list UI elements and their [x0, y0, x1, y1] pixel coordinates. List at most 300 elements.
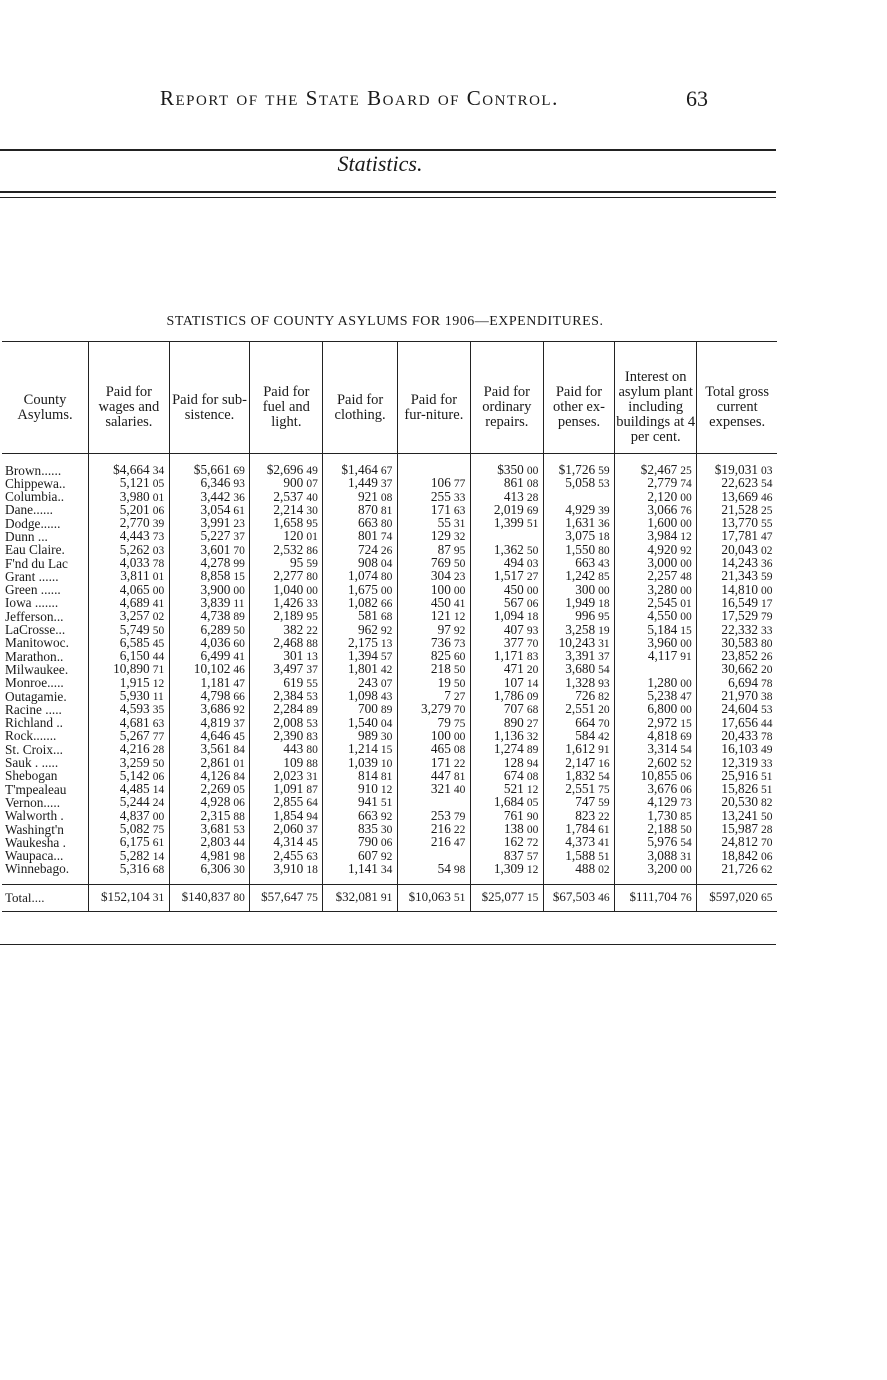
cents-value: 51	[526, 518, 539, 531]
dollars-value: 2,779	[647, 475, 678, 491]
cents-value: 82	[761, 797, 773, 810]
cents-value: 34	[380, 863, 393, 876]
cents-value: 01	[306, 531, 318, 544]
table-row	[2, 454, 777, 478]
table-header-row	[2, 342, 777, 454]
dollars-value: $111,704	[629, 889, 678, 905]
cents-value: 55	[306, 677, 318, 690]
dollars-value: 1,675	[347, 581, 378, 597]
dollars-value: 4,837	[119, 807, 150, 823]
cents-value: 30	[380, 824, 393, 837]
dollars-value: $350	[497, 462, 524, 477]
cents-value: 11	[152, 691, 164, 704]
dollars-value: 5,201	[119, 501, 150, 517]
cents-value: 08	[526, 770, 539, 783]
county-name-cell: Brown......	[5, 462, 62, 478]
dollars-value: 941	[357, 794, 378, 810]
dollars-value: 1,684	[493, 794, 524, 810]
cents-value: 07	[380, 677, 393, 690]
dollars-value: 3,075	[565, 528, 596, 544]
dollars-value: 908	[357, 555, 378, 571]
dollars-value: 2,257	[647, 568, 678, 584]
cents-value: 45	[233, 730, 245, 743]
dollars-value: 996	[575, 608, 596, 624]
cents-value: 27	[526, 571, 539, 584]
county-name-cell: Vernon.....	[5, 794, 61, 810]
dollars-value: 900	[283, 475, 304, 491]
cents-value: 54	[598, 664, 610, 677]
cents-value: 00	[526, 584, 539, 597]
column-header-total: Total gross current expenses.	[697, 342, 777, 454]
dollars-value: 13,770	[721, 515, 758, 531]
amount-cell	[615, 454, 697, 478]
amount-cell	[397, 783, 470, 796]
dollars-value: $2,696	[266, 462, 304, 477]
cents-value: 30	[306, 504, 318, 517]
cents-value: 50	[453, 558, 466, 571]
cents-value: 00	[598, 584, 610, 597]
county-name-cell: Milwaukee.	[5, 661, 69, 677]
dollars-value: 3,980	[119, 488, 150, 504]
cents-value: 13	[380, 637, 393, 650]
amount-cell	[169, 860, 250, 885]
cents-value: 07	[306, 478, 318, 491]
dollars-value: 21,970	[721, 688, 758, 704]
dollars-value: 1,426	[273, 594, 304, 610]
dollars-value: 100	[430, 727, 451, 743]
dollars-value: $2,467	[640, 462, 678, 477]
county-name-cell: LaCrosse...	[5, 622, 66, 638]
county-name-cell: Waukesha .	[5, 834, 66, 850]
cents-value: 55	[761, 518, 773, 531]
cents-value: 31	[453, 518, 466, 531]
dollars-value: 494	[503, 555, 524, 571]
county-name-cell: Columbia..	[5, 489, 65, 505]
cents-value: 05	[526, 797, 539, 810]
cents-value: 00	[152, 584, 165, 597]
cents-value: 89	[526, 744, 539, 757]
dollars-value: 4,117	[647, 648, 678, 664]
cents-value: 37	[233, 717, 245, 730]
dollars-value: 2,468	[273, 634, 304, 650]
dollars-value: 6,585	[119, 634, 150, 650]
dollars-value: 4,798	[200, 688, 231, 704]
dollars-value: 216	[430, 821, 451, 837]
cents-value: 92	[380, 624, 393, 637]
dollars-value: 447	[430, 767, 451, 783]
dollars-value: 584	[575, 727, 596, 743]
dollars-value: 138	[503, 821, 524, 837]
amount-cell	[697, 454, 777, 478]
dollars-value: 16,549	[721, 594, 758, 610]
dollars-value: 300	[575, 581, 596, 597]
cents-value: 23	[453, 571, 466, 584]
amount-cell	[615, 650, 697, 663]
cents-value: 91	[680, 651, 692, 664]
dollars-value: 1,074	[347, 568, 378, 584]
dollars-value: $19,031	[714, 462, 758, 477]
cents-value: 69	[680, 730, 692, 743]
cents-value: 03	[152, 544, 165, 557]
cents-value: 63	[152, 717, 165, 730]
cents-value: 00	[152, 810, 165, 823]
column-header-other-expenses: Paid for other ex-penses.	[543, 342, 614, 454]
dollars-value: 663	[575, 555, 596, 571]
cents-value: 27	[526, 717, 539, 730]
cents-value: 18	[526, 611, 539, 624]
dollars-value: $140,837	[181, 889, 231, 905]
cents-value: 08	[453, 744, 466, 757]
cents-value: 59	[598, 797, 610, 810]
cents-value: 42	[380, 664, 393, 677]
county-name-cell: Marathon..	[5, 648, 64, 664]
dollars-value: 25,916	[721, 767, 758, 783]
dollars-value: 2,120	[647, 488, 678, 504]
cents-value: 62	[761, 863, 773, 876]
cents-value: 20	[526, 664, 539, 677]
cents-value: 13	[306, 651, 318, 664]
dollars-value: 301	[283, 648, 304, 664]
cents-value: 31	[306, 770, 318, 783]
amount-cell	[250, 885, 323, 911]
cents-value: 42	[598, 730, 610, 743]
dollars-value: 6,306	[200, 860, 231, 876]
cents-value: 88	[306, 637, 318, 650]
dollars-value: 413	[503, 488, 524, 504]
dollars-value: 1,082	[347, 594, 378, 610]
dollars-value: 6,346	[200, 475, 231, 491]
cents-value: 69	[526, 504, 539, 517]
column-header-fuel-light: Paid for fuel and light.	[250, 342, 323, 454]
cents-value: 59	[306, 558, 318, 571]
cents-value: 12	[453, 611, 466, 624]
dollars-value: 2,861	[200, 754, 231, 770]
cents-value: 39	[598, 504, 610, 517]
dollars-value: $67,503	[552, 889, 596, 905]
cents-value: 68	[526, 704, 539, 717]
cents-value: 59	[598, 465, 610, 477]
cents-value: 12	[680, 531, 692, 544]
cents-value: 12	[526, 863, 539, 876]
dollars-value: 471	[503, 661, 524, 677]
dollars-value: 1,040	[273, 581, 304, 597]
dollars-value: $1,726	[558, 462, 596, 477]
dollars-value: $32,081	[335, 889, 378, 905]
cents-value: 43	[380, 691, 393, 704]
dollars-value: $25,077	[481, 889, 524, 905]
amount-cell	[397, 501, 470, 517]
dollars-value: 13,669	[721, 488, 758, 504]
cents-value: 95	[453, 544, 466, 557]
cents-value: 00	[526, 465, 539, 477]
dollars-value: 171	[430, 501, 451, 517]
amount-cell	[397, 850, 470, 863]
cents-value: 95	[306, 611, 318, 624]
dollars-value: 100	[430, 581, 451, 597]
cents-value: 12	[380, 784, 393, 797]
cents-value: 52	[680, 757, 692, 770]
dollars-value: 7	[444, 688, 451, 704]
dollars-value: 4,129	[647, 794, 678, 810]
cents-value: 38	[761, 691, 773, 704]
county-name-cell: Chippewa..	[5, 475, 66, 491]
cents-value: 79	[761, 611, 773, 624]
dollars-value: 55	[437, 515, 451, 531]
dollars-value: 1,141	[347, 860, 378, 876]
column-header-repairs: Paid for ordinary repairs.	[470, 342, 543, 454]
dollars-value: 607	[357, 847, 378, 863]
cents-value: 44	[233, 837, 245, 850]
dollars-value: 3,686	[200, 701, 231, 717]
cents-value: 27	[453, 691, 466, 704]
cents-value: 78	[761, 677, 773, 690]
dollars-value: 465	[430, 741, 451, 757]
dollars-value: 4,929	[565, 501, 596, 517]
dollars-value: 4,033	[119, 555, 150, 571]
dollars-value: 5,930	[119, 688, 150, 704]
cents-value: 80	[306, 571, 318, 584]
dollars-value: 19	[437, 674, 451, 690]
dollars-value: 1,394	[347, 648, 378, 664]
amount-cell	[697, 860, 777, 885]
cents-value: 47	[680, 691, 692, 704]
table-title: STATISTICS OF COUNTY ASYLUMS FOR 1906—EXPENDITURES.	[166, 314, 604, 329]
cents-value: 37	[306, 664, 318, 677]
dollars-value: 823	[575, 807, 596, 823]
cents-value: 46	[233, 664, 245, 677]
cents-value: 83	[526, 651, 539, 664]
cents-value: 88	[306, 757, 318, 770]
cents-value: 86	[306, 544, 318, 557]
dollars-value: $10,063	[408, 889, 451, 905]
cents-value: 18	[598, 597, 610, 610]
cents-value: 11	[233, 597, 245, 610]
dollars-value: 825	[430, 648, 451, 664]
dollars-value: 2,008	[273, 714, 304, 730]
cents-value: 31	[680, 850, 692, 863]
dollars-value: 747	[575, 794, 596, 810]
dollars-value: 1,854	[273, 807, 304, 823]
dollars-value: 129	[430, 528, 451, 544]
dollars-value: 109	[283, 754, 304, 770]
dollars-value: 4,550	[647, 608, 678, 624]
cents-value: 40	[306, 491, 318, 504]
dollars-value: 243	[357, 674, 378, 690]
page-number: 63	[686, 86, 708, 111]
dollars-value: 21,726	[721, 860, 758, 876]
dollars-value: 2,384	[273, 688, 304, 704]
cents-value: 63	[306, 850, 318, 863]
cents-value: 75	[152, 824, 165, 837]
county-name-cell: F'nd du Lac	[5, 555, 68, 571]
dollars-value: 1,784	[565, 821, 596, 837]
dollars-value: 870	[357, 501, 378, 517]
column-header-subsistence: Paid for sub-sistence.	[169, 342, 250, 454]
county-name-cell: Rock.......	[5, 728, 57, 744]
cents-value: 73	[453, 637, 466, 650]
cents-value: 57	[380, 651, 393, 664]
cents-value: 50	[152, 757, 165, 770]
county-name-cell: Sauk . .....	[5, 755, 59, 771]
cents-value: 01	[152, 571, 165, 584]
dollars-value: 3,839	[200, 594, 231, 610]
cents-value: 51	[453, 892, 466, 905]
amount-cell	[697, 885, 777, 911]
county-name-cell: Dane......	[5, 502, 53, 518]
cents-value: 51	[761, 784, 773, 797]
cents-value: 00	[453, 730, 466, 743]
dollars-value: 3,676	[647, 781, 678, 797]
dollars-value: 1,274	[493, 741, 524, 757]
amount-cell	[397, 674, 470, 690]
county-name-cell: Waupaca...	[5, 848, 64, 864]
dollars-value: 2,455	[273, 847, 304, 863]
dollars-value: 5,262	[119, 541, 150, 557]
county-name-cell: Winnebago.	[5, 861, 70, 877]
dollars-value: $4,664	[113, 462, 150, 477]
cents-value: 20	[598, 704, 610, 717]
dollars-value: 3,280	[647, 581, 678, 597]
dollars-value: 5,058	[565, 475, 596, 491]
dollars-value: 2,214	[273, 501, 304, 517]
cents-value: 10	[380, 757, 393, 770]
dollars-value: 304	[430, 568, 451, 584]
dollars-value: 910	[357, 781, 378, 797]
dollars-value: 382	[283, 621, 304, 637]
dollars-value: 443	[283, 741, 304, 757]
dollars-value: 3,811	[120, 568, 150, 584]
cents-value: 39	[152, 518, 165, 531]
cents-value: 63	[453, 504, 466, 517]
cents-value: 34	[152, 465, 165, 477]
dollars-value: 4,216	[119, 741, 150, 757]
cents-value: 22	[598, 810, 610, 823]
cents-value: 14	[526, 677, 539, 690]
dollars-value: 2,175	[347, 634, 378, 650]
dollars-value: 861	[503, 475, 524, 491]
cents-value: 06	[761, 850, 773, 863]
dollars-value: 18,842	[721, 847, 758, 863]
dollars-value: 1,949	[565, 594, 596, 610]
dollars-value: $5,661	[193, 462, 231, 477]
cents-value: 48	[680, 571, 692, 584]
county-name-cell: Dodge......	[5, 515, 61, 531]
dollars-value: 1,399	[493, 515, 524, 531]
dollars-value: 3,680	[565, 661, 596, 677]
dollars-value: 962	[357, 621, 378, 637]
cents-value: 54	[680, 837, 692, 850]
cents-value: 80	[380, 518, 393, 531]
cents-value: 92	[380, 850, 393, 863]
county-name-cell: Iowa .......	[5, 595, 59, 611]
dollars-value: 3,681	[200, 821, 231, 837]
dollars-value: 1,517	[493, 568, 524, 584]
amount-cell	[169, 454, 250, 478]
cents-value: 12	[526, 784, 539, 797]
dollars-value: 3,910	[273, 860, 304, 876]
dollars-value: 3,900	[200, 581, 231, 597]
dollars-value: 24,812	[721, 834, 758, 850]
cents-value: 32	[526, 730, 539, 743]
cents-value: 37	[233, 531, 245, 544]
dollars-value: 171	[430, 754, 451, 770]
cents-value: 30	[233, 863, 245, 876]
cents-value: 93	[598, 677, 610, 690]
column-header-wages: Paid for wages and salaries.	[89, 342, 170, 454]
cents-value: 15	[233, 571, 245, 584]
dollars-value: 2,972	[647, 714, 678, 730]
amount-cell	[397, 703, 470, 716]
cents-value: 06	[152, 770, 165, 783]
cents-value: 22	[453, 824, 466, 837]
dollars-value: 1,181	[200, 674, 231, 690]
footer-rule	[0, 944, 776, 945]
cents-value: 83	[306, 730, 318, 743]
dollars-value: 1,730	[647, 807, 678, 823]
cents-value: 44	[152, 651, 165, 664]
cents-value: 41	[598, 837, 610, 850]
cents-value: 40	[453, 784, 466, 797]
county-name-cell: Walworth .	[5, 808, 64, 824]
amount-cell	[250, 541, 323, 557]
cents-value: 26	[380, 544, 393, 557]
dollars-value: 450	[430, 594, 451, 610]
cents-value: 54	[680, 744, 692, 757]
dollars-value: 3,259	[119, 754, 150, 770]
dollars-value: 521	[503, 781, 524, 797]
cents-value: 51	[761, 770, 773, 783]
dollars-value: 2,537	[273, 488, 304, 504]
amount-cell	[397, 663, 470, 676]
cents-value: 72	[526, 837, 539, 850]
cents-value: 50	[152, 624, 165, 637]
cents-value: 51	[380, 797, 393, 810]
dollars-value: 23,852	[721, 648, 758, 664]
dollars-value: 663	[357, 515, 378, 531]
cents-value: 78	[152, 558, 165, 571]
dollars-value: 4,065	[119, 581, 150, 597]
cents-value: 71	[152, 664, 165, 677]
cents-value: 81	[453, 770, 466, 783]
dollars-value: 2,532	[273, 541, 304, 557]
dollars-value: 6,175	[119, 834, 150, 850]
cents-value: 33	[306, 597, 318, 610]
dollars-value: 890	[503, 714, 524, 730]
cents-value: 92	[453, 624, 466, 637]
dollars-value: 2,602	[647, 754, 678, 770]
cents-value: 50	[233, 624, 245, 637]
cents-value: 78	[761, 730, 773, 743]
section-rule-thin	[0, 197, 776, 198]
cents-value: 67	[380, 465, 393, 477]
dollars-value: 1,612	[565, 741, 596, 757]
dollars-value: 4,928	[200, 794, 231, 810]
cents-value: 89	[233, 611, 245, 624]
dollars-value: 3,391	[565, 648, 596, 664]
column-header-furniture: Paid for fur-niture.	[397, 342, 470, 454]
cents-value: 70	[598, 717, 610, 730]
dollars-value: 4,443	[119, 528, 150, 544]
dollars-value: 3,960	[647, 634, 678, 650]
cents-value: 80	[598, 544, 610, 557]
cents-value: 82	[598, 691, 610, 704]
dollars-value: 2,551	[565, 781, 596, 797]
cents-value: 19	[598, 624, 610, 637]
dollars-value: 21,343	[721, 568, 758, 584]
cents-value: 22	[453, 757, 466, 770]
dollars-value: 3,497	[273, 661, 304, 677]
dollars-value: 450	[503, 581, 524, 597]
